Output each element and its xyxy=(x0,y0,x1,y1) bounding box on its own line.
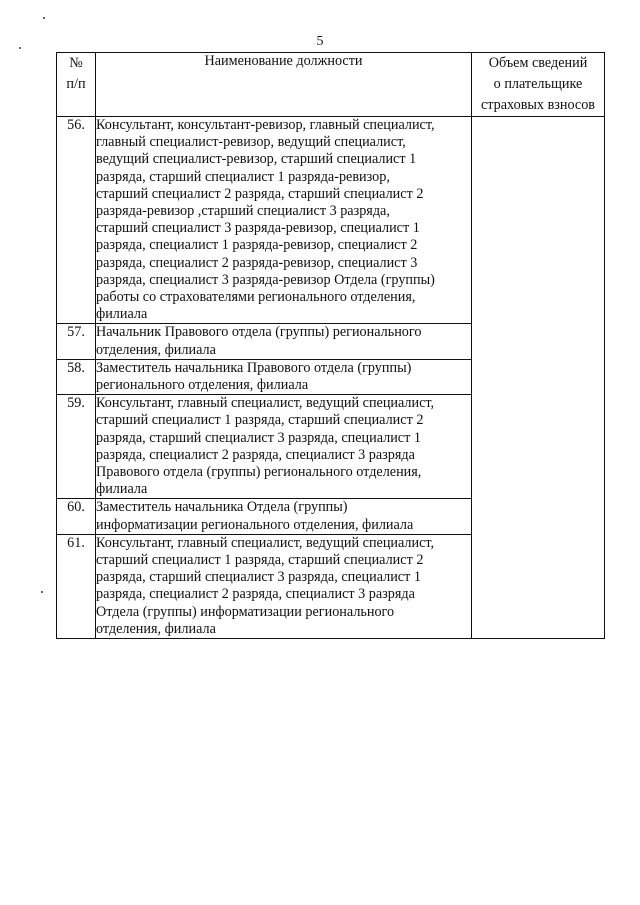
position-name-line: филиала xyxy=(96,306,148,323)
position-name-line: разряда, специалист 2 разряда-ревизор, специалист 3 xyxy=(96,254,418,271)
row-number: 59. xyxy=(57,395,96,499)
position-name-line: старший специалист 3 разряда-ревизор, специалист 1 xyxy=(96,220,420,237)
header-number-line: п/п xyxy=(66,76,86,92)
position-name-line: Отдела (группы) информатизации регионального xyxy=(96,603,395,620)
position-name-line: Консультант, консультант-ревизор, главный специалист, xyxy=(96,117,435,133)
table-row xyxy=(57,117,605,324)
row-position-name xyxy=(96,117,472,324)
table-header-row xyxy=(57,53,605,117)
scan-speck xyxy=(43,17,45,19)
header-number-line: № xyxy=(69,55,83,71)
row-position-name xyxy=(96,499,472,534)
page-number: 5 xyxy=(316,34,324,49)
header-volume-line: о плательщике xyxy=(493,76,583,92)
position-name-line: филиала xyxy=(96,481,148,498)
position-name-line: разряда-ревизор ,старший специалист 3 разряда, xyxy=(96,203,390,220)
row-position-name xyxy=(96,534,472,638)
row-position-name xyxy=(96,324,472,359)
position-name-line: работы со страхователями регионального отделения, xyxy=(96,289,416,306)
header-number xyxy=(57,53,96,117)
row-position-name xyxy=(96,395,472,499)
position-name-line: главный специалист-ревизор, ведущий специалист, xyxy=(96,134,406,151)
position-name-line: разряда, специалист 2 разряда, специалист 3 разряда xyxy=(96,586,415,603)
row-number: 58. xyxy=(57,359,96,394)
position-name-line: разряда, старший специалист 1 разряда-ревизор, xyxy=(96,168,390,185)
position-name-line: информатизации регионального отделения, филиала xyxy=(96,516,414,533)
header-info-volume xyxy=(472,53,605,117)
position-name-line: отделения, филиала xyxy=(96,620,216,637)
position-name-line: разряда, старший специалист 3 разряда, специалист 1 xyxy=(96,429,421,446)
table-body xyxy=(57,117,605,639)
row-number: 56. xyxy=(57,117,96,324)
row-info-volume xyxy=(472,117,605,639)
position-name-line: старший специалист 1 разряда, старший специалист 2 xyxy=(96,412,424,429)
position-name-line: разряда, старший специалист 3 разряда, специалист 1 xyxy=(96,569,421,586)
position-name-line: старший специалист 2 разряда, старший специалист 2 xyxy=(96,185,424,202)
position-name-line: Консультант, главный специалист, ведущий специалист, xyxy=(96,395,435,412)
row-number: 61. xyxy=(57,534,96,638)
position-name-line: разряда, специалист 2 разряда, специалист 3 разряда xyxy=(96,446,415,463)
position-name-line: старший специалист 1 разряда, старший специалист 2 xyxy=(96,552,424,569)
row-position-name xyxy=(96,359,472,394)
header-position-name: Наименование должности xyxy=(96,53,472,117)
header-volume-line: страховых взносов xyxy=(480,97,595,113)
row-number: 60. xyxy=(57,499,96,534)
row-number: 57. xyxy=(57,324,96,359)
position-name-line: Заместитель начальника Правового отдела (группы) xyxy=(96,359,412,376)
position-name-line: Правового отдела (группы) регионального отделения, xyxy=(96,464,422,481)
scan-speck xyxy=(41,591,43,593)
position-name-line: разряда, специалист 1 разряда-ревизор, специалист 2 xyxy=(96,237,418,254)
positions-table xyxy=(56,52,605,639)
position-name-line: ведущий специалист-ревизор, старший специалист 1 xyxy=(96,151,417,168)
position-name-line: разряда, специалист 3 разряда-ревизор Отдела (группы) xyxy=(96,271,435,288)
position-name-line: регионального отделения, филиала xyxy=(96,377,309,394)
position-name-line: Консультант, главный специалист, ведущий специалист, xyxy=(96,534,435,551)
position-name-line: отделения, филиала xyxy=(96,341,216,358)
position-name-line: Заместитель начальника Отдела (группы) xyxy=(96,499,348,516)
header-volume-line: Объем сведений xyxy=(488,55,588,71)
position-name-line: Начальник Правового отдела (группы) регионального xyxy=(96,324,422,341)
